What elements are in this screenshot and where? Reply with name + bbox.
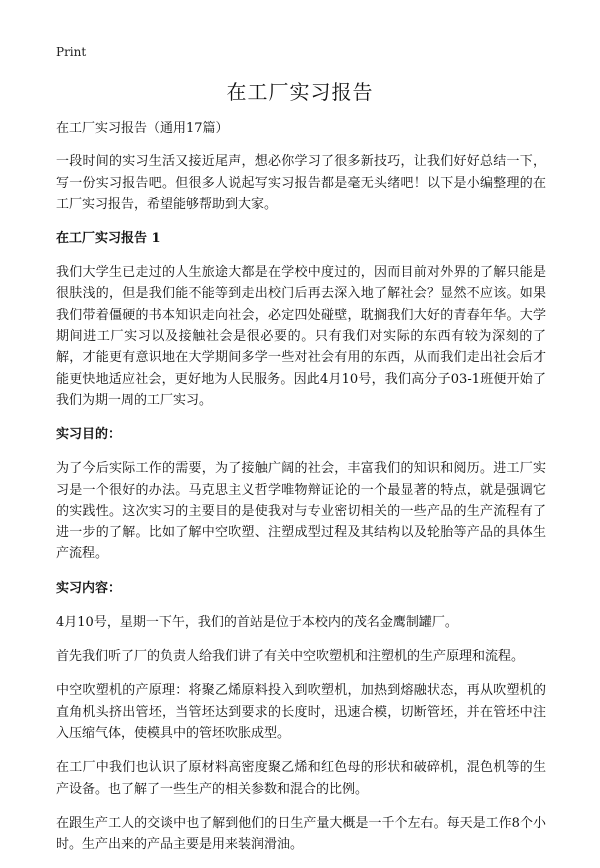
print-link[interactable]: Print: [56, 45, 87, 59]
content-paragraph-1: 4月10号，星期一下午，我们的首站是位于本校内的茂名金鹰制罐厂。: [56, 614, 458, 630]
document-body: [56, 118, 546, 868]
content-paragraph-2: 首先我们听了厂的负责人给我们讲了有关中空吹塑机和注塑机的生产原理和流程。: [56, 649, 525, 665]
section-heading-content: 实习内容：: [56, 580, 122, 596]
document-subtitle: 在工厂实习报告（通用17篇）: [56, 121, 229, 136]
content-paragraph-4: 在工厂中我们也认识了原材料高密度聚乙烯和红色母的形状和破碎机，混色机等的生产设备。也了解了一些生产的相关参数和混合的比例。: [56, 760, 546, 797]
page-title: 在工厂实习报告: [226, 80, 374, 104]
section-heading-report-1: 在工厂实习报告 1: [56, 231, 161, 247]
section-heading-purpose: 实习目的：: [56, 427, 122, 443]
intro-paragraph: 一段时间的实习生活又接近尾声，想必你学习了很多新技巧，让我们好好总结一下，写一份实习报告吧。但很多人说起写实习报告都是毫无头绪吧！以下是小编整理的在工厂实习报告，希望能够帮助到大家。: [56, 154, 546, 212]
purpose-paragraph: 为了今后实际工作的需要，为了接触广阔的社会，丰富我们的知识和阅历。进工厂实习是一个很好的办法。马克思主义哲学唯物辩证论的一个最显著的特点，就是强调它的实践性。这次实习的主要目的是使我对与专业密切相关的一些产品的生产流程有了进一步的了解。比如了解中空吹塑、注塑成型过程及其结构以及轮胎等产品的具体生产流程。: [56, 461, 546, 562]
content-paragraph-3: 中空吹塑机的产原理：将聚乙烯原料投入到吹塑机，加热到熔融状态，再从吹塑机的直角机头挤出管坯，当管坯达到要求的长度时，迅速合模，切断管坯，并在管坯中注入压缩气体，使模具中的管坯吹胀成型。: [56, 683, 546, 741]
content-paragraph-5: 在跟生产工人的交谈中也了解到他们的日生产量大概是一千个左右。每天是工作8个小时。生产出来的产品主要是用来装润滑油。: [56, 815, 546, 853]
section-1-paragraph: 我们大学生已走过的人生旅途大都是在学校中度过的，因而目前对外界的了解只能是很肤浅的，但是我们能不能等到走出校门后再去深入地了解社会？显然不应该。如果我们带着僵硬的书本知识走向社会，必定四处碰壁，耽搁我们大好的青春年华。大学期间进工厂实习以及接触社会是很必要的。只有我们对实际的东西有较为深刻的了解，才能更有意识地在大学期间多学一些对社会有用的东西，从而我们走出社会后才能更快地适应社会，更好地为人民服务。因此4月10号，我们高分子03-1班便开始了我们为期一周的工厂实习。: [56, 265, 546, 408]
